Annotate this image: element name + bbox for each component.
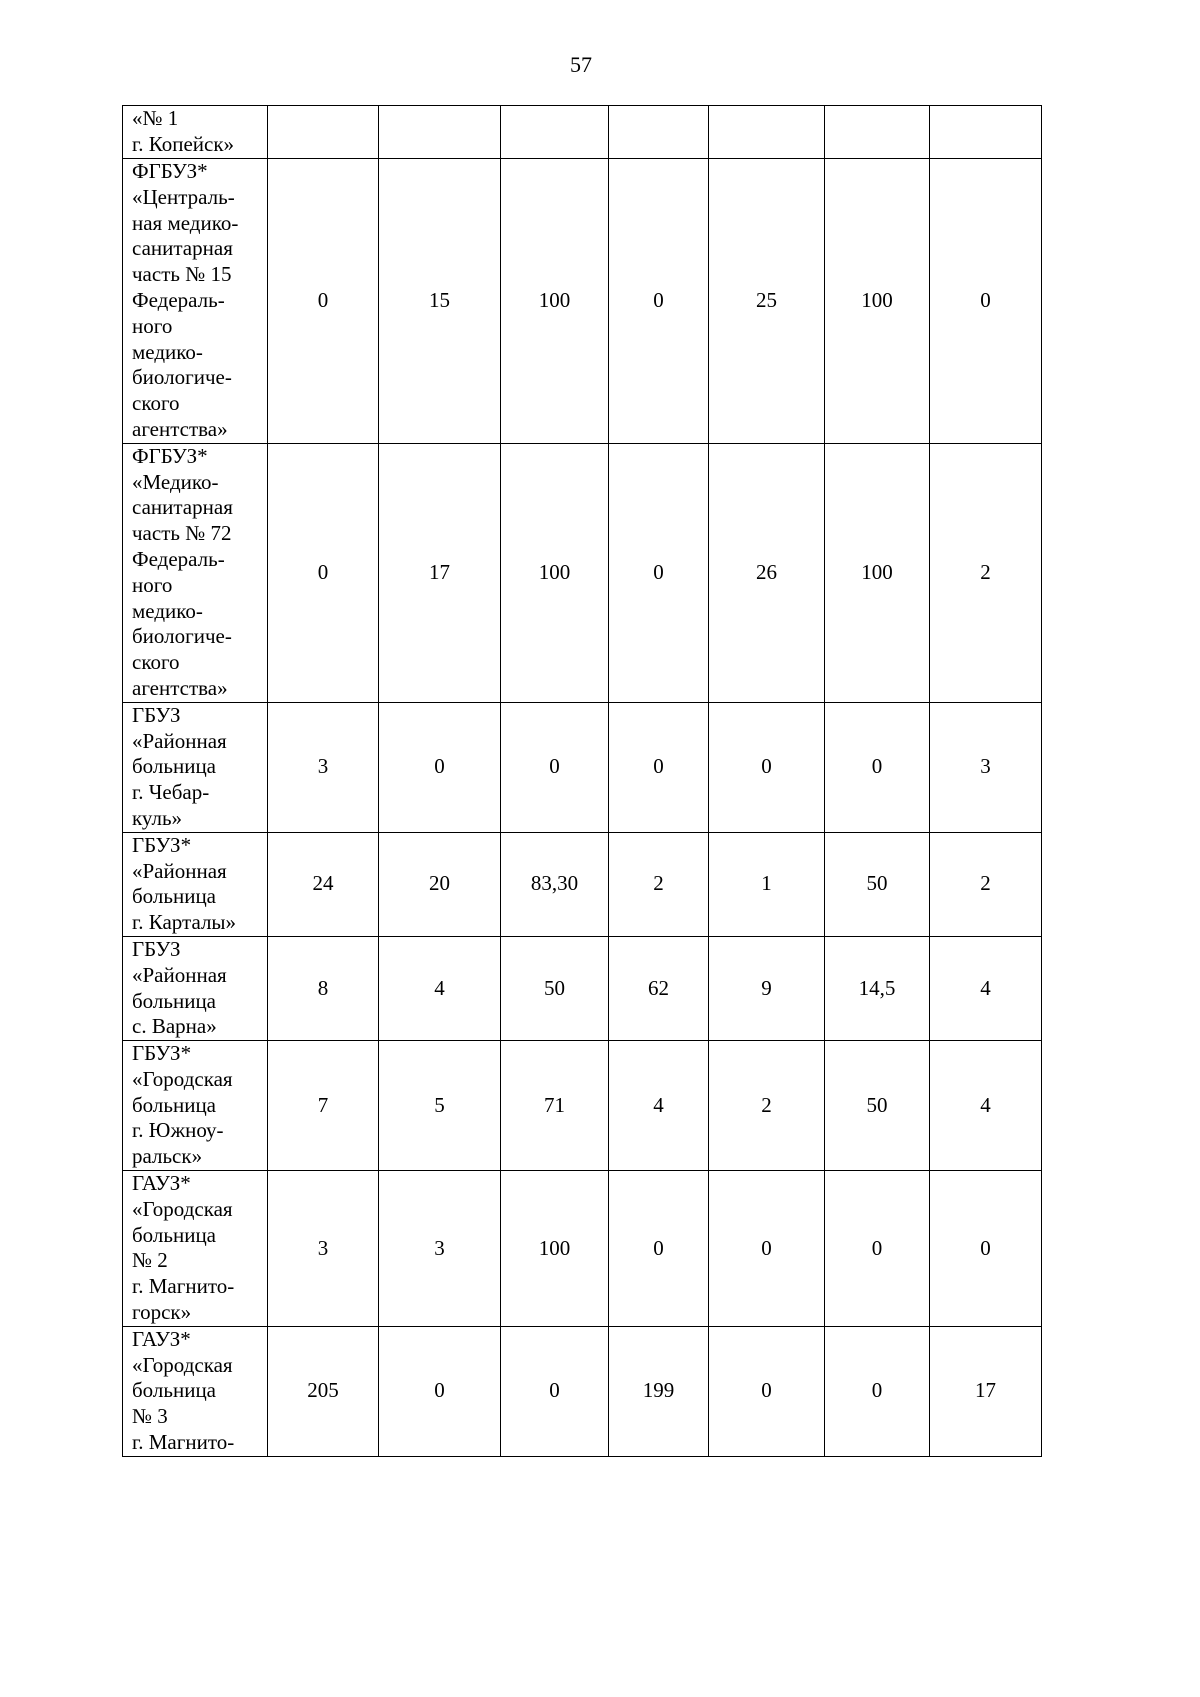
value-cell: 50 bbox=[501, 936, 609, 1040]
value-cell: 71 bbox=[501, 1041, 609, 1171]
value-cell: 0 bbox=[379, 1326, 501, 1456]
institution-name-cell: ГАУЗ* «Городская больница № 3 г. Магнито- bbox=[123, 1326, 268, 1456]
value-cell: 2 bbox=[930, 443, 1042, 702]
value-cell: 3 bbox=[268, 702, 379, 832]
value-cell: 0 bbox=[709, 702, 825, 832]
value-cell: 0 bbox=[609, 702, 709, 832]
institution-name-cell: «№ 1 г. Копейск» bbox=[123, 106, 268, 159]
value-cell: 1 bbox=[709, 832, 825, 936]
value-cell: 0 bbox=[268, 443, 379, 702]
value-cell: 4 bbox=[930, 936, 1042, 1040]
institution-name-cell: ГАУЗ* «Городская больница № 2 г. Магнито- горск» bbox=[123, 1171, 268, 1327]
table-row bbox=[123, 1041, 1042, 1171]
institution-name-cell: ГБУЗ* «Городская больница г. Южноу- ральск» bbox=[123, 1041, 268, 1171]
value-cell: 4 bbox=[379, 936, 501, 1040]
value-cell: 4 bbox=[930, 1041, 1042, 1171]
value-cell: 0 bbox=[709, 1171, 825, 1327]
value-cell: 9 bbox=[709, 936, 825, 1040]
value-cell: 3 bbox=[379, 1171, 501, 1327]
value-cell bbox=[379, 106, 501, 159]
value-cell: 100 bbox=[501, 443, 609, 702]
institution-name-cell: ГБУЗ* «Районная больница г. Карталы» bbox=[123, 832, 268, 936]
value-cell: 5 bbox=[379, 1041, 501, 1171]
value-cell: 15 bbox=[379, 159, 501, 444]
value-cell bbox=[268, 106, 379, 159]
value-cell: 24 bbox=[268, 832, 379, 936]
value-cell bbox=[825, 106, 930, 159]
value-cell: 0 bbox=[825, 1171, 930, 1327]
value-cell: 2 bbox=[709, 1041, 825, 1171]
institution-name-cell: ФГБУЗ* «Медико- санитарная часть № 72 Федераль- ного медико- биологиче- ского агентства» bbox=[123, 443, 268, 702]
value-cell bbox=[609, 106, 709, 159]
value-cell: 62 bbox=[609, 936, 709, 1040]
value-cell: 14,5 bbox=[825, 936, 930, 1040]
value-cell: 4 bbox=[609, 1041, 709, 1171]
table-row bbox=[123, 1326, 1042, 1456]
value-cell: 100 bbox=[501, 1171, 609, 1327]
table-row bbox=[123, 936, 1042, 1040]
table-row bbox=[123, 443, 1042, 702]
value-cell: 0 bbox=[609, 159, 709, 444]
value-cell: 2 bbox=[930, 832, 1042, 936]
institution-name-cell: ГБУЗ «Районная больница с. Варна» bbox=[123, 936, 268, 1040]
table-row bbox=[123, 1171, 1042, 1327]
value-cell: 3 bbox=[268, 1171, 379, 1327]
value-cell: 0 bbox=[609, 443, 709, 702]
value-cell: 0 bbox=[709, 1326, 825, 1456]
value-cell: 2 bbox=[609, 832, 709, 936]
value-cell: 0 bbox=[825, 1326, 930, 1456]
value-cell: 0 bbox=[930, 1171, 1042, 1327]
value-cell: 205 bbox=[268, 1326, 379, 1456]
value-cell: 0 bbox=[609, 1171, 709, 1327]
value-cell: 100 bbox=[825, 159, 930, 444]
value-cell: 0 bbox=[930, 159, 1042, 444]
value-cell: 26 bbox=[709, 443, 825, 702]
page-number: 57 bbox=[570, 52, 592, 77]
value-cell: 100 bbox=[501, 159, 609, 444]
value-cell: 50 bbox=[825, 1041, 930, 1171]
value-cell: 0 bbox=[501, 702, 609, 832]
value-cell: 199 bbox=[609, 1326, 709, 1456]
table-row bbox=[123, 106, 1042, 159]
value-cell: 17 bbox=[379, 443, 501, 702]
table-body bbox=[123, 106, 1042, 1457]
value-cell: 0 bbox=[825, 702, 930, 832]
value-cell: 100 bbox=[825, 443, 930, 702]
value-cell: 0 bbox=[268, 159, 379, 444]
value-cell: 8 bbox=[268, 936, 379, 1040]
value-cell: 25 bbox=[709, 159, 825, 444]
institution-name-cell: ГБУЗ «Районная больница г. Чебар- куль» bbox=[123, 702, 268, 832]
value-cell bbox=[709, 106, 825, 159]
value-cell: 20 bbox=[379, 832, 501, 936]
value-cell: 0 bbox=[501, 1326, 609, 1456]
value-cell: 83,30 bbox=[501, 832, 609, 936]
value-cell: 50 bbox=[825, 832, 930, 936]
value-cell: 0 bbox=[379, 702, 501, 832]
table-row bbox=[123, 832, 1042, 936]
hospital-data-table bbox=[122, 105, 1042, 1457]
value-cell: 7 bbox=[268, 1041, 379, 1171]
value-cell bbox=[501, 106, 609, 159]
value-cell: 3 bbox=[930, 702, 1042, 832]
value-cell: 17 bbox=[930, 1326, 1042, 1456]
table-row bbox=[123, 702, 1042, 832]
institution-name-cell: ФГБУЗ* «Централь- ная медико- санитарная часть № 15 Федераль- ного медико- биологиче- ского агентства» bbox=[123, 159, 268, 444]
table-row bbox=[123, 159, 1042, 444]
value-cell bbox=[930, 106, 1042, 159]
